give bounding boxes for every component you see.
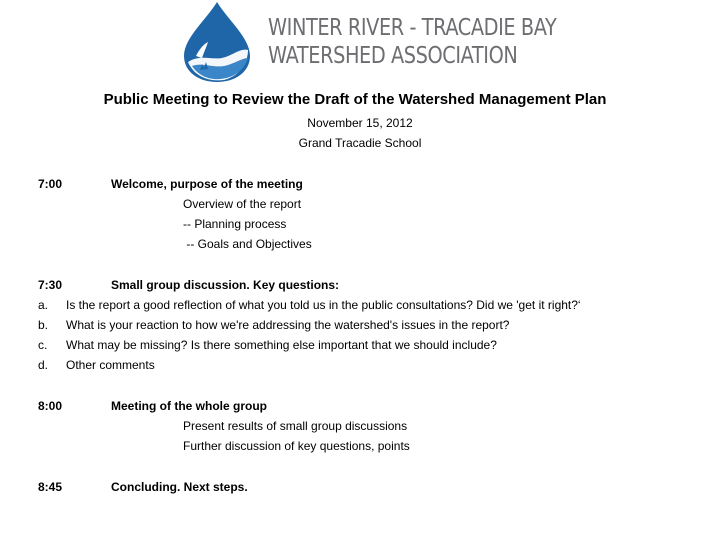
agenda-item: Present results of small group discussions	[183, 419, 408, 433]
logo-wordmark	[268, 14, 556, 70]
question-text: What is your reaction to how we're addressing the watershed's issues in the report?	[66, 318, 510, 332]
agenda-heading-4: Concluding. Next steps.	[111, 480, 248, 494]
meeting-date: November 15, 2012	[307, 116, 413, 130]
question-marker: b.	[38, 318, 49, 332]
question-text: Is the report a good reflection of what you told us in the public consultations? Did we 'get it right?‘	[66, 298, 581, 312]
agenda-time-3: 8:00	[38, 399, 63, 413]
agenda-time-1: 7:00	[38, 177, 63, 191]
agenda-item: Overview of the report	[183, 197, 302, 211]
question-marker: a.	[38, 298, 49, 312]
water-drop-icon	[178, 0, 256, 84]
page-title: Public Meeting to Review the Draft of the Watershed Management Plan	[103, 91, 607, 108]
agenda-item: -- Goals and Objectives	[183, 237, 312, 251]
agenda-heading-3: Meeting of the whole group	[111, 399, 267, 413]
agenda-time-4: 8:45	[38, 480, 63, 494]
agenda-item: Further discussion of key questions, points	[183, 439, 410, 453]
logo-line-2: WATERSHED ASSOCIATION	[268, 43, 518, 69]
agenda-heading-2: Small group discussion. Key questions:	[111, 278, 340, 292]
agenda-item: -- Planning process	[183, 217, 287, 231]
logo-line-1: WINTER RIVER - TRACADIE BAY	[268, 15, 557, 41]
question-marker: c.	[38, 338, 48, 352]
meeting-location: Grand Tracadie School	[298, 136, 422, 150]
agenda-heading-1: Welcome, purpose of the meeting	[111, 177, 303, 191]
agenda-time-2: 7:30	[38, 278, 63, 292]
question-marker: d.	[38, 358, 49, 372]
association-logo	[178, 0, 557, 84]
question-text: What may be missing? Is there something else important that we should include?	[66, 338, 497, 352]
question-text: Other comments	[66, 358, 155, 372]
